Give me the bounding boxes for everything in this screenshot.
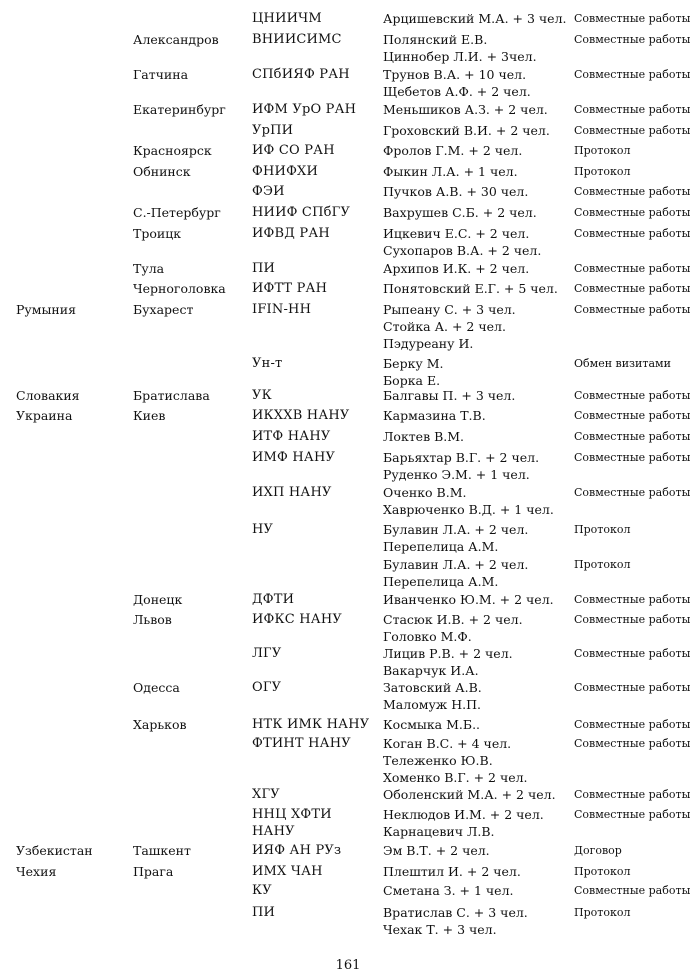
cooperation-type-cell: Совместные работы xyxy=(574,613,691,626)
institution-cell: ЦНИИЧМ xyxy=(252,11,322,26)
country-cell: Чехия xyxy=(16,864,57,879)
table-row xyxy=(0,9,696,29)
person-cell: Балгавы П. + 3 чел. xyxy=(383,388,516,403)
cooperation-type-cell: Совместные работы xyxy=(574,884,691,897)
cooperation-type-cell: Совместные работы xyxy=(574,282,691,295)
table-row xyxy=(0,822,696,842)
person-cell: Пэдуреану И. xyxy=(383,336,474,351)
institution-cell: ИФВД РАН xyxy=(252,226,330,241)
cooperation-type-cell: Совместные работы xyxy=(574,206,691,219)
person-cell: Фыкин Л.А. + 1 чел. xyxy=(383,164,518,179)
institution-cell: НИИФ СПбГУ xyxy=(252,205,351,220)
city-cell: Екатеринбург xyxy=(133,102,226,117)
person-cell: Неклюдов И.М. + 2 чел. xyxy=(383,807,544,822)
cooperation-type-cell: Совместные работы xyxy=(574,430,691,443)
cooperation-type-cell: Совместные работы xyxy=(574,103,691,116)
cooperation-type-cell: Совместные работы xyxy=(574,486,691,499)
person-cell: Меньшиков А.З. + 2 чел. xyxy=(383,102,548,117)
person-cell: Карнацевич Л.В. xyxy=(383,824,495,839)
cooperation-type-cell: Договор xyxy=(574,844,622,857)
person-cell: Руденко Э.М. + 1 чел. xyxy=(383,467,530,482)
person-cell: Пучков А.В. + 30 чел. xyxy=(383,184,529,199)
city-cell: Троицк xyxy=(133,226,182,241)
cooperation-type-cell: Протокол xyxy=(574,523,631,536)
cooperation-type-cell: Совместные работы xyxy=(574,12,691,25)
institution-cell: НТК ИМК НАНУ xyxy=(252,717,370,732)
table-row xyxy=(0,427,696,447)
country-cell: Румыния xyxy=(16,302,76,317)
city-cell: Александров xyxy=(133,32,219,47)
cooperation-type-cell: Обмен визитами xyxy=(574,357,671,370)
institution-cell: ИФКС НАНУ xyxy=(252,612,342,627)
table-row xyxy=(0,182,696,202)
page-number: 161 xyxy=(335,958,361,973)
person-cell: Стасюк И.В. + 2 чел. xyxy=(383,612,523,627)
institution-cell: ДФТИ xyxy=(252,592,295,607)
institution-cell: УК xyxy=(252,388,272,403)
city-cell: Одесса xyxy=(133,680,180,695)
city-cell: Ташкент xyxy=(133,843,191,858)
institution-cell: ЛГУ xyxy=(252,646,282,661)
cooperation-type-cell: Совместные работы xyxy=(574,788,691,801)
person-cell: Арцишевский М.А. + 3 чел. xyxy=(383,11,567,26)
institution-cell: КУ xyxy=(252,883,272,898)
person-cell: Полянский Е.В. xyxy=(383,32,488,47)
city-cell: Харьков xyxy=(133,717,187,732)
city-cell: Бухарест xyxy=(133,302,194,317)
person-cell: Хоменко В.Г. + 2 чел. xyxy=(383,770,528,785)
table-row xyxy=(0,537,696,557)
person-cell: Булавин Л.А. + 2 чел. xyxy=(383,522,529,537)
person-cell: Локтев В.М. xyxy=(383,429,465,444)
city-cell: Прага xyxy=(133,864,174,879)
cooperation-type-cell: Совместные работы xyxy=(574,647,691,660)
institution-cell: ИФМ УрО РАН xyxy=(252,102,357,117)
table-row xyxy=(0,203,696,223)
table-row xyxy=(0,334,696,354)
person-cell: Вратислав С. + 3 чел. xyxy=(383,905,528,920)
city-cell: Гатчина xyxy=(133,67,189,82)
person-cell: Кармазина Т.В. xyxy=(383,408,486,423)
table-row xyxy=(0,590,696,610)
person-cell: Стойка А. + 2 чел. xyxy=(383,319,506,334)
person-cell: Лицив Р.В. + 2 чел. xyxy=(383,646,513,661)
institution-cell: ПИ xyxy=(252,261,276,276)
cooperation-type-cell: Совместные работы xyxy=(574,303,691,316)
table-row xyxy=(0,920,696,940)
person-cell: Фролов Г.М. + 2 чел. xyxy=(383,143,523,158)
institution-cell: ХГУ xyxy=(252,787,280,802)
city-cell: Обнинск xyxy=(133,164,191,179)
cooperation-type-cell: Протокол xyxy=(574,865,631,878)
table-row xyxy=(0,47,696,67)
institution-cell: ИТФ НАНУ xyxy=(252,429,331,444)
institution-cell: ОГУ xyxy=(252,680,282,695)
person-cell: Гроховский В.И. + 2 чел. xyxy=(383,123,550,138)
table-row xyxy=(0,715,696,735)
institution-cell: ИМХ ЧАН xyxy=(252,864,323,879)
cooperation-type-cell: Протокол xyxy=(574,558,631,571)
table-row xyxy=(0,141,696,161)
institution-cell: НАНУ xyxy=(252,824,295,839)
city-cell: Красноярск xyxy=(133,143,212,158)
person-cell: Барьяхтар В.Г. + 2 чел. xyxy=(383,450,540,465)
institution-cell: ВНИИСИМС xyxy=(252,32,342,47)
cooperation-type-cell: Совместные работы xyxy=(574,737,691,750)
table-row xyxy=(0,841,696,861)
table-row xyxy=(0,162,696,182)
cooperation-type-cell: Совместные работы xyxy=(574,227,691,240)
institution-cell: Ун-т xyxy=(252,356,283,371)
institution-cell: ИМФ НАНУ xyxy=(252,450,336,465)
person-cell: Ицкевич Е.С. + 2 чел. xyxy=(383,226,530,241)
person-cell: Вахрушев С.Б. + 2 чел. xyxy=(383,205,537,220)
institution-cell: ФЭИ xyxy=(252,184,285,199)
city-cell: Братислава xyxy=(133,388,210,403)
table-row xyxy=(0,572,696,592)
cooperation-type-cell: Протокол xyxy=(574,906,631,919)
city-cell: Львов xyxy=(133,612,172,627)
person-cell: Эм В.Т. + 2 чел. xyxy=(383,843,490,858)
city-cell: С.-Петербург xyxy=(133,205,221,220)
table-row xyxy=(0,82,696,102)
person-cell: Перепелица А.М. xyxy=(383,539,499,554)
institution-cell: УрПИ xyxy=(252,123,294,138)
country-cell: Словакия xyxy=(16,388,80,403)
table-row xyxy=(0,406,696,426)
institution-cell: ИХП НАНУ xyxy=(252,485,332,500)
institution-cell: ИФТТ РАН xyxy=(252,281,328,296)
institution-cell: ФТИНТ НАНУ xyxy=(252,736,351,751)
cooperation-type-cell: Совместные работы xyxy=(574,451,691,464)
person-cell: Архипов И.К. + 2 чел. xyxy=(383,261,530,276)
person-cell: Циннобер Л.И. + 3чел. xyxy=(383,49,537,64)
cooperation-type-cell: Совместные работы xyxy=(574,808,691,821)
table-row xyxy=(0,881,696,901)
person-cell: Космыка М.Б.. xyxy=(383,717,481,732)
person-cell: Оболенский М.А. + 2 чел. xyxy=(383,787,556,802)
institution-cell: ИЯФ АН РУз xyxy=(252,843,342,858)
person-cell: Перепелица А.М. xyxy=(383,574,499,589)
table-row xyxy=(0,386,696,406)
person-cell: Булавин Л.А. + 2 чел. xyxy=(383,557,529,572)
institution-cell: ИФ СО РАН xyxy=(252,143,335,158)
table-row xyxy=(0,785,696,805)
person-cell: Щебетов А.Ф. + 2 чел. xyxy=(383,84,531,99)
city-cell: Киев xyxy=(133,408,166,423)
institution-cell: ПИ xyxy=(252,905,276,920)
person-cell: Чехак Т. + 3 чел. xyxy=(383,922,497,937)
person-cell: Плештил И. + 2 чел. xyxy=(383,864,521,879)
institution-cell: ФНИФХИ xyxy=(252,164,319,179)
table-row xyxy=(0,500,696,520)
person-cell: Сухопаров В.А. + 2 чел. xyxy=(383,243,542,258)
person-cell: Борка Е. xyxy=(383,373,441,388)
cooperation-type-cell: Совместные работы xyxy=(574,593,691,606)
person-cell: Оченко В.М. xyxy=(383,485,467,500)
table-row xyxy=(0,279,696,299)
table-row xyxy=(0,465,696,485)
person-cell: Тележенко Ю.В. xyxy=(383,753,493,768)
person-cell: Иванченко Ю.М. + 2 чел. xyxy=(383,592,554,607)
cooperation-type-cell: Совместные работы xyxy=(574,262,691,275)
cooperation-type-cell: Совместные работы xyxy=(574,68,691,81)
person-cell: Сметана З. + 1 чел. xyxy=(383,883,514,898)
person-cell: Хаврюченко В.Д. + 1 чел. xyxy=(383,502,554,517)
institution-cell: НУ xyxy=(252,522,274,537)
cooperation-type-cell: Совместные работы xyxy=(574,681,691,694)
cooperation-type-cell: Совместные работы xyxy=(574,389,691,402)
cooperation-type-cell: Совместные работы xyxy=(574,718,691,731)
city-cell: Черноголовка xyxy=(133,281,226,296)
cooperation-type-cell: Совместные работы xyxy=(574,185,691,198)
institution-cell: ИКХХВ НАНУ xyxy=(252,408,350,423)
person-cell: Берку М. xyxy=(383,356,444,371)
table-row xyxy=(0,862,696,882)
country-cell: Узбекистан xyxy=(16,843,93,858)
cooperation-type-cell: Протокол xyxy=(574,165,631,178)
cooperation-type-cell: Совместные работы xyxy=(574,33,691,46)
person-cell: Рыпеану С. + 3 чел. xyxy=(383,302,516,317)
institution-cell: IFIN-HH xyxy=(252,302,312,317)
country-cell: Украина xyxy=(16,408,73,423)
institution-cell: СПбИЯФ РАН xyxy=(252,67,350,82)
person-cell: Затовский А.В. xyxy=(383,680,482,695)
table-row xyxy=(0,100,696,120)
person-cell: Понятовский Е.Г. + 5 чел. xyxy=(383,281,558,296)
cooperation-type-cell: Совместные работы xyxy=(574,124,691,137)
person-cell: Коган В.С. + 4 чел. xyxy=(383,736,512,751)
person-cell: Маломуж Н.П. xyxy=(383,697,482,712)
institution-cell: ННЦ ХФТИ xyxy=(252,807,332,822)
table-row xyxy=(0,259,696,279)
person-cell: Трунов В.А. + 10 чел. xyxy=(383,67,527,82)
person-cell: Головко М.Ф. xyxy=(383,629,472,644)
table-row xyxy=(0,695,696,715)
cooperation-type-cell: Протокол xyxy=(574,144,631,157)
city-cell: Тула xyxy=(133,261,165,276)
table-row xyxy=(0,241,696,261)
cooperation-type-cell: Совместные работы xyxy=(574,409,691,422)
person-cell: Вакарчук И.А. xyxy=(383,663,479,678)
table-row xyxy=(0,121,696,141)
city-cell: Донецк xyxy=(133,592,183,607)
